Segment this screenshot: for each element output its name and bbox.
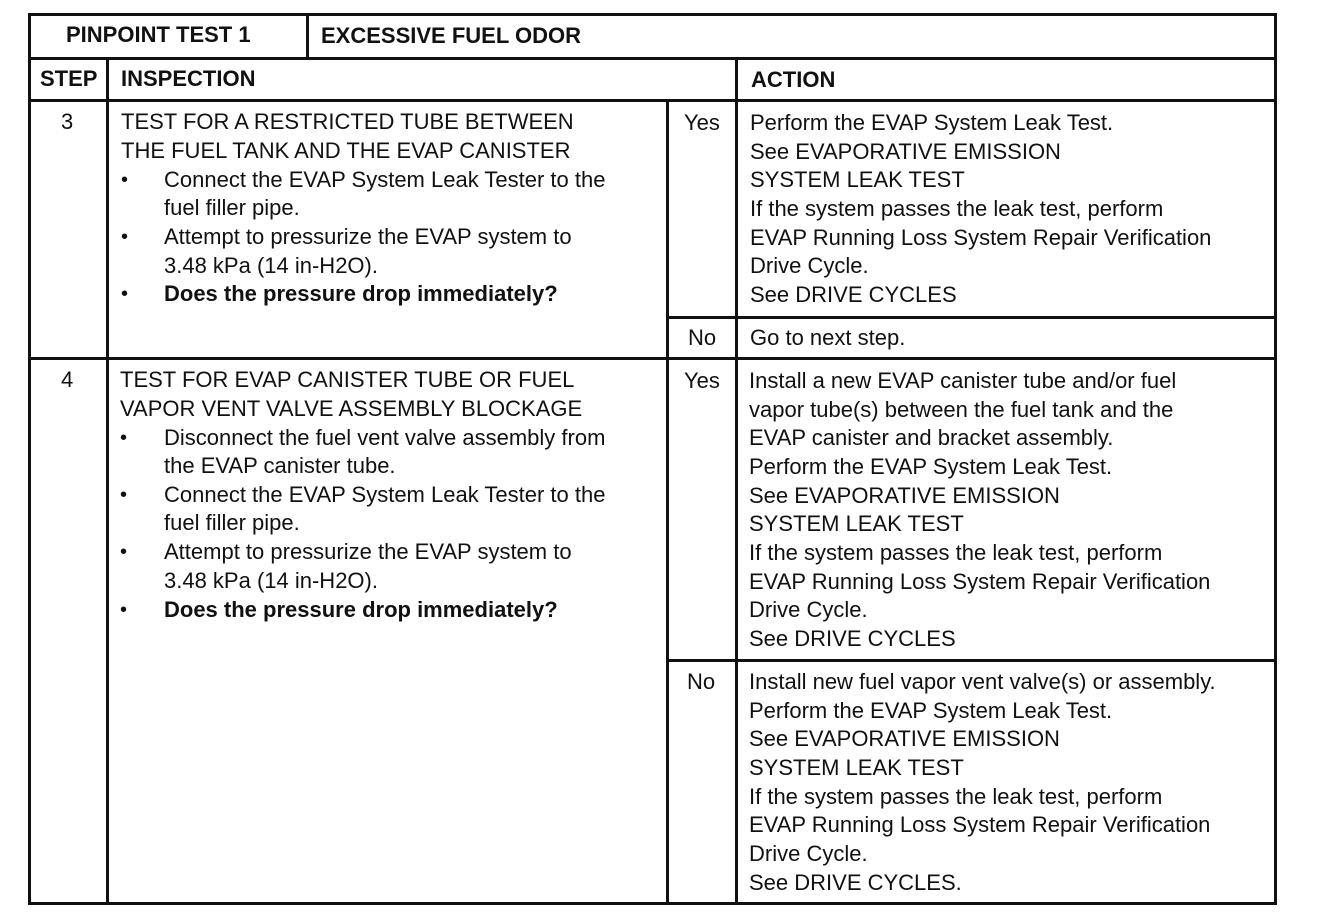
action-line: vapor tube(s) between the fuel tank and the — [749, 397, 1174, 422]
rule-right — [1274, 13, 1277, 905]
step-title-line: VAPOR VENT VALVE ASSEMBLY BLOCKAGE — [120, 396, 583, 421]
action-line: Perform the EVAP System Leak Test. — [749, 454, 1113, 479]
action-line: EVAP canister and bracket assembly. — [749, 425, 1114, 450]
step-number: 4 — [61, 367, 74, 392]
bullet-icon: • — [121, 283, 129, 305]
action-line: See EVAPORATIVE EMISSION — [749, 726, 1060, 751]
rule-header-bottom — [28, 99, 1277, 102]
action-line: Drive Cycle. — [749, 841, 868, 866]
rule-action-col — [735, 57, 738, 905]
action-line: SYSTEM LEAK TEST — [749, 755, 964, 780]
action-line: If the system passes the leak test, perform — [749, 540, 1163, 565]
action-line: If the system passes the leak test, perform — [750, 196, 1164, 221]
test-label: PINPOINT TEST 1 — [66, 22, 251, 47]
step-title-line: TEST FOR EVAP CANISTER TUBE OR FUEL — [120, 367, 575, 392]
step-number: 3 — [61, 109, 74, 134]
bullet-text: Connect the EVAP System Leak Tester to the — [164, 167, 606, 192]
yes-label: Yes — [684, 368, 720, 393]
rule-top — [28, 13, 1277, 16]
action-line: SYSTEM LEAK TEST — [749, 511, 964, 536]
action-line: See EVAPORATIVE EMISSION — [749, 483, 1060, 508]
bullet-icon: • — [120, 484, 128, 506]
bullet-icon: • — [120, 427, 128, 449]
step-title-line: THE FUEL TANK AND THE EVAP CANISTER — [121, 138, 571, 163]
action-line: Drive Cycle. — [749, 597, 868, 622]
rule-answer-col — [666, 99, 669, 905]
rule-left — [28, 13, 31, 905]
action-line: See DRIVE CYCLES. — [749, 870, 962, 895]
action-line: EVAP Running Loss System Repair Verification — [750, 225, 1212, 250]
action-line: See DRIVE CYCLES — [749, 626, 956, 651]
bullet-icon: • — [120, 541, 128, 563]
bullet-icon: • — [121, 169, 129, 191]
bullet-text: Attempt to pressurize the EVAP system to — [164, 224, 572, 249]
rule-title-bottom — [28, 57, 1277, 60]
rule-title-divider — [306, 13, 309, 60]
bullet-question: Does the pressure drop immediately? — [164, 281, 558, 306]
rule-step3-bottom — [28, 357, 1277, 360]
rule-step4-yes-no — [666, 659, 1277, 662]
bullet-text: Disconnect the fuel vent valve assembly from — [164, 425, 606, 450]
action-line: Perform the EVAP System Leak Test. — [749, 698, 1113, 723]
action-line: See DRIVE CYCLES — [750, 282, 957, 307]
action-line: Install a new EVAP canister tube and/or fuel — [749, 368, 1177, 393]
bullet-text: Connect the EVAP System Leak Tester to the — [164, 482, 606, 507]
step-title-line: TEST FOR A RESTRICTED TUBE BETWEEN — [121, 109, 574, 134]
rule-bottom — [28, 902, 1277, 905]
yes-label: Yes — [684, 110, 720, 135]
bullet-text: fuel filler pipe. — [164, 510, 300, 535]
bullet-text: Attempt to pressurize the EVAP system to — [164, 539, 572, 564]
bullet-text: fuel filler pipe. — [164, 195, 300, 220]
rule-step-col — [106, 57, 109, 905]
action-line: If the system passes the leak test, perform — [749, 784, 1163, 809]
bullet-question: Does the pressure drop immediately? — [164, 597, 558, 622]
test-title: EXCESSIVE FUEL ODOR — [321, 23, 581, 48]
bullet-text: 3.48 kPa (14 in-H2O). — [164, 568, 378, 593]
bullet-text: the EVAP canister tube. — [164, 453, 396, 478]
no-label: No — [687, 669, 716, 694]
bullet-icon: • — [121, 226, 129, 248]
bullet-text: 3.48 kPa (14 in-H2O). — [164, 253, 378, 278]
action-line: See EVAPORATIVE EMISSION — [750, 139, 1061, 164]
action-line: Perform the EVAP System Leak Test. — [750, 110, 1114, 135]
col-header-step: STEP — [40, 66, 98, 91]
col-header-action: ACTION — [751, 67, 836, 92]
action-line: Go to next step. — [750, 325, 906, 350]
no-label: No — [688, 325, 717, 350]
rule-step3-yes-no — [666, 316, 1277, 319]
col-header-inspection: INSPECTION — [121, 66, 256, 91]
action-line: EVAP Running Loss System Repair Verification — [749, 812, 1211, 837]
action-line: Install new fuel vapor vent valve(s) or assembly. — [749, 669, 1216, 694]
bullet-icon: • — [120, 599, 128, 621]
action-line: Drive Cycle. — [750, 253, 869, 278]
action-line: SYSTEM LEAK TEST — [750, 167, 965, 192]
action-line: EVAP Running Loss System Repair Verification — [749, 569, 1211, 594]
